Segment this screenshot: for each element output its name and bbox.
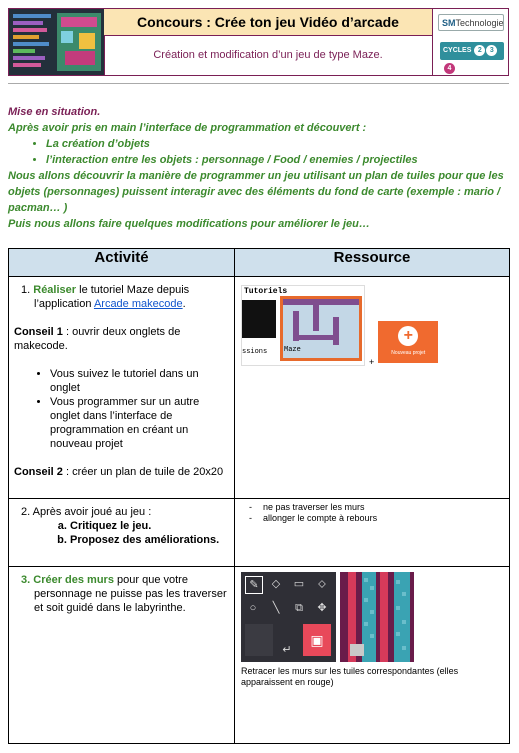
logos-area [432,9,509,75]
pan-icon[interactable]: ✥ [317,602,327,614]
cycle-badge-4: 4 [444,63,455,74]
line-icon[interactable]: ╲ [272,602,280,614]
tilemap-preview [340,572,414,662]
list-item: • Vous suivez le tutoriel dans un onglet [50,367,229,395]
activity-cell [9,277,235,499]
list-item: - ne pas traverser les murs [263,502,503,513]
activity-cell [9,567,235,744]
maze-wall [313,305,319,331]
column-header-activity: Activité [9,249,235,277]
pencil-icon[interactable]: ✎ [245,576,263,594]
resource-cell [235,277,510,499]
intro-bullet-item: • l’interaction entre les objets : personnage / Food / enemies / projectiles [46,152,508,168]
step-number: 3. [21,574,31,586]
table-row [9,499,510,567]
step-text: pour que votre personnage ne puisse pas les traverser et soit guidé dans le labyrinthe. [34,574,227,614]
step-3 [14,573,229,615]
page-subtitle: Création et modification d’un jeu de type Maze. [153,49,383,61]
step-number: 1. [21,284,31,296]
maze-wall [333,317,339,345]
step-2 [14,505,229,519]
tutorial-dark-thumb [242,300,276,338]
activity-cell [9,499,235,567]
conseil-label: Conseil 2 [14,466,63,478]
circle-icon[interactable]: ○ [249,602,257,614]
step-text: le tutoriel Maze depuis l’application [34,284,190,310]
intro-heading: Mise en situation. [8,106,101,118]
new-project-button[interactable] [378,321,438,363]
intro-paragraph: Nous allons découvrir la manière de programmer un jeu utilisant un plan de tuiles pour que les objets (personnages) puissent interagir avec des éléments du fond de carte (exemple : mario / pacman… ) [8,170,504,214]
intro-section [8,104,508,232]
tutorials-screenshot [241,285,365,366]
activity-table [8,248,510,744]
game-thumbnail-image [9,9,104,75]
rectangle-icon[interactable]: ▭ [293,578,305,590]
wall-tool-icon[interactable]: ▣ [303,624,331,656]
conseil-2 [14,465,229,479]
tilemap-image [340,572,414,662]
resource-cell [235,567,510,744]
sub-steps [14,519,229,547]
maze-wall [299,335,339,340]
table-row [9,277,510,499]
resource-caption: Retracer les murs sur les tuiles correspondantes (elles apparaissent en rouge) [241,666,459,687]
fill-icon[interactable]: ⬦ [318,578,326,590]
logo-tech-text: Technologie [455,18,504,28]
maze-wall [283,299,359,305]
conseil-text: : ouvrir deux onglets de makecode. [14,326,181,352]
intro-line: Après avoir pris en main l’interface de programmation et découvert : [8,122,367,134]
cycles-logo [440,42,504,72]
undo-icon[interactable]: ↵ [282,644,292,656]
step-text-end: . [182,298,186,310]
conseil-text: : créer un plan de tuile de 20x20 [62,466,224,478]
cycle-badge-3: 3 [486,45,497,56]
header-game-thumbnail [9,9,105,75]
select-icon[interactable]: ⧉ [295,602,303,614]
intro-bullet-item: • La création d’objets [46,136,508,152]
step-verb: Créer des murs [33,574,114,586]
conseil-label: Conseil 1 [14,326,63,338]
tutorials-label: Tutoriels [244,287,288,296]
intro-last-line: Puis nous allons faire quelques modifications pour améliorer le jeu… [8,218,370,230]
plus-circle-icon: + [398,326,418,346]
document-header [8,8,509,76]
sm-technologie-logo [438,14,504,31]
step-text: Après avoir joué au jeu : [32,506,152,518]
list-item: - allonger le compte à rebours [263,513,503,524]
conseil-1 [14,325,229,353]
list-item: b. Proposez des améliorations. [70,533,229,547]
intro-bullets [8,136,508,168]
arcade-makecode-link[interactable]: Arcade makecode [93,298,183,310]
logo-sm-text: SM [442,18,456,28]
conseil-bullets [14,367,229,451]
resource-cell [235,499,510,567]
step-1 [14,283,229,311]
page-title: Concours : Crée ton jeu Vidéo d’arcade [104,9,432,36]
resource-list [241,502,503,524]
table-row [9,567,510,744]
tile-editor-toolbox [241,572,336,662]
tool-placeholder [245,624,273,656]
maze-caption: Maze [284,346,301,354]
cycles-label: CYCLES [443,47,472,54]
plus-sign: + [369,357,375,367]
tutorial-caption: ssions [242,348,268,356]
step-verb: Réaliser [33,284,77,296]
column-header-resource: Ressource [235,249,510,277]
cycle-badge-2: 2 [474,45,485,56]
header-divider [8,83,509,84]
list-item: • Vous programmer sur un autre onglet dans l’interface de programmation en créant un nouveau projet [50,395,229,451]
list-item: a. Critiquez le jeu. [70,519,229,533]
new-project-label: Nouveau projet [391,350,426,356]
step-number: 2. [21,506,31,518]
eraser-icon[interactable]: ◇ [271,578,281,590]
